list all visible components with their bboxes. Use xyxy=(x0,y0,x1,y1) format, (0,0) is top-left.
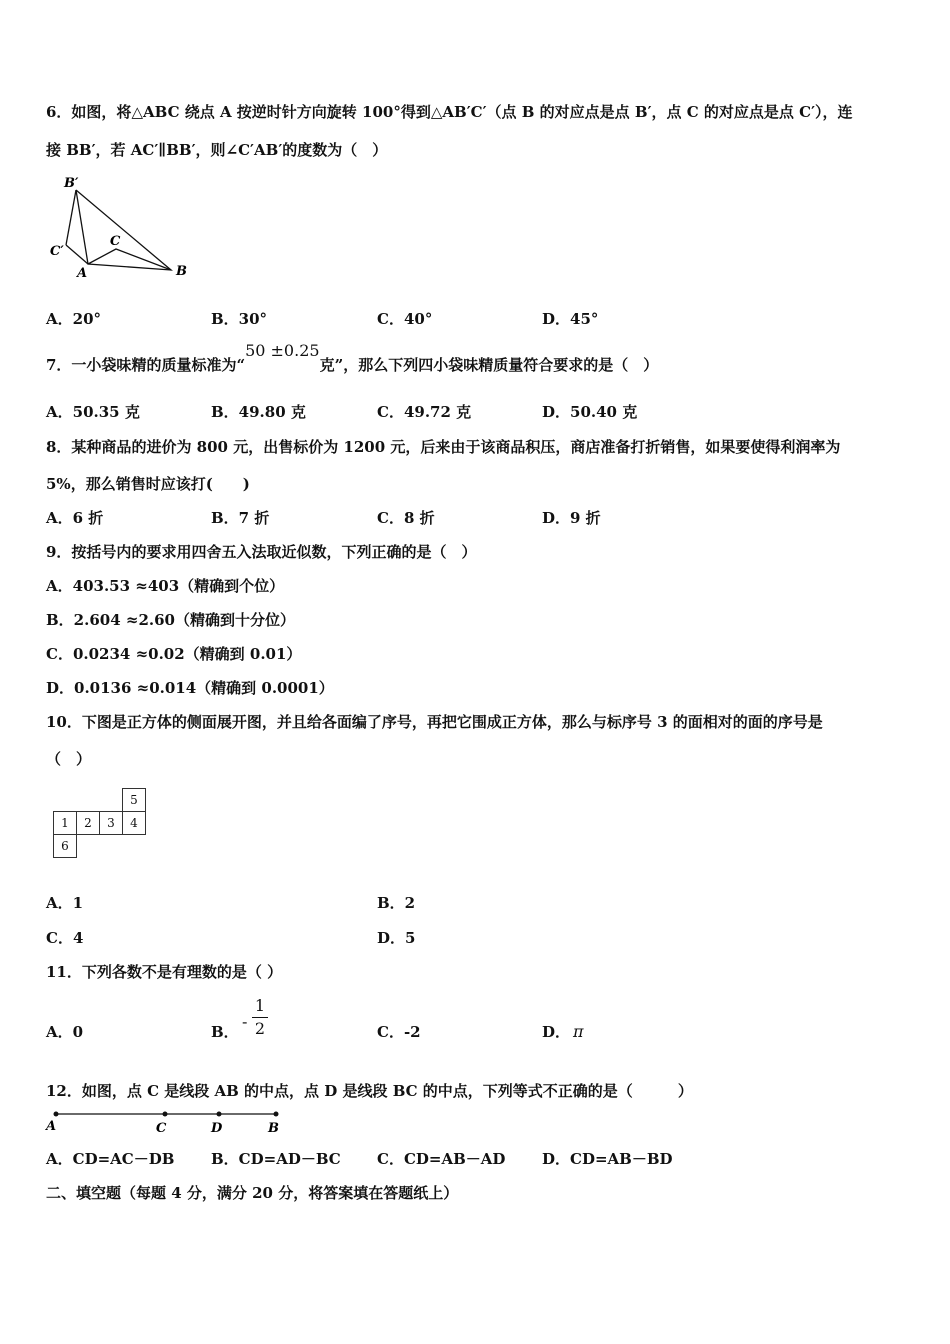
q12-option-a[interactable]: A．CD=AC－DB xyxy=(46,1150,175,1168)
q11-option-a[interactable]: A．0 xyxy=(46,1023,84,1041)
q9-option-b[interactable]: B．2.604 ≈2.60（精确到十分位） xyxy=(46,611,295,629)
q11-pi-symbol: π xyxy=(573,1022,584,1041)
q8-option-a[interactable]: A．6 折 xyxy=(46,509,104,527)
q9-option-a[interactable]: A．403.53 ≈403（精确到个位） xyxy=(46,577,285,595)
q12-point-a xyxy=(54,1112,59,1117)
q12-option-c[interactable]: C．CD=AB－AD xyxy=(377,1150,506,1168)
q11-option-b[interactable]: B． xyxy=(211,1023,239,1041)
q11-stem: 11．下列各数不是有理数的是（ ） xyxy=(46,963,283,981)
q6-label-b: B xyxy=(176,264,187,279)
q8-option-b[interactable]: B．7 折 xyxy=(211,509,270,527)
q6-stem-line2: 接 BB′，若 AC′∥BB′，则∠C′AB′的度数为（ ） xyxy=(46,141,388,159)
q10-face-4: 4 xyxy=(123,812,146,835)
q7-formula: 50 ±0.25 xyxy=(245,341,320,360)
q6-option-d[interactable]: D．45° xyxy=(542,310,599,328)
q9-option-d[interactable]: D．0.0136 ≈0.014（精确到 0.0001） xyxy=(46,679,334,697)
q8-stem-line1: 8．某种商品的进价为 800 元，出售标价为 1200 元，后来由于该商品积压，商店准备打折销售，如果要使得利润率为 xyxy=(46,438,841,456)
q6-label-c: C xyxy=(110,234,121,249)
q6-triangle-figure xyxy=(46,172,206,284)
q10-option-b[interactable]: B．2 xyxy=(377,894,416,912)
q11-option-c[interactable]: C．-2 xyxy=(377,1023,421,1041)
q7-option-b[interactable]: B．49.80 克 xyxy=(211,403,306,421)
q8-option-d[interactable]: D．9 折 xyxy=(542,509,601,527)
q6-label-a: A xyxy=(77,266,88,281)
q12-option-b[interactable]: B．CD=AD－BC xyxy=(211,1150,341,1168)
q6-label-bprime: B′ xyxy=(64,176,79,191)
q7-stem-before: 7．一小袋味精的质量标准为“ xyxy=(46,356,246,374)
q12-option-d[interactable]: D．CD=AB－BD xyxy=(542,1150,673,1168)
q11-frac-numerator: 1 xyxy=(254,996,266,1015)
q12-label-d: D xyxy=(211,1121,223,1136)
q12-point-c xyxy=(163,1112,168,1117)
q12-point-d xyxy=(217,1112,222,1117)
q9-stem: 9．按括号内的要求用四舍五入法取近似数，下列正确的是（ ） xyxy=(46,543,477,561)
q10-stem-line1: 10．下图是正方体的侧面展开图，并且给各面编了序号，再把它围成正方体，那么与标序号 3 的面相对的面的序号是 xyxy=(46,713,823,731)
q6-option-a[interactable]: A．20° xyxy=(46,310,102,328)
q6-label-cprime: C′ xyxy=(50,244,64,259)
q6-segment-bp-cp xyxy=(66,190,76,245)
q12-stem: 12．如图，点 C 是线段 AB 的中点，点 D 是线段 BC 的中点，下列等式不正确的是（ ） xyxy=(46,1082,693,1100)
q6-stem-line1: 6．如图，将△ABC 绕点 A 按逆时针方向旋转 100°得到△AB′C′（点 B 的对应点是点 B′，点 C 的对应点是点 C′），连 xyxy=(46,103,853,121)
q11-frac-sign: - xyxy=(242,1012,248,1031)
q8-option-c[interactable]: C．8 折 xyxy=(377,509,435,527)
q12-label-a: A xyxy=(46,1119,57,1134)
q7-option-c[interactable]: C．49.72 克 xyxy=(377,403,472,421)
q7-option-a[interactable]: A．50.35 克 xyxy=(46,403,140,421)
q10-face-1: 1 xyxy=(54,812,77,835)
q6-triangle-ab-b xyxy=(76,190,171,270)
q10-face-5: 5 xyxy=(123,789,146,812)
q11-option-d[interactable]: D． xyxy=(542,1023,571,1041)
q9-option-c[interactable]: C．0.0234 ≈0.02（精确到 0.01） xyxy=(46,645,302,663)
q10-option-a[interactable]: A．1 xyxy=(46,894,84,912)
q7-option-d[interactable]: D．50.40 克 xyxy=(542,403,638,421)
q8-stem-line2: 5%，那么销售时应该打( ) xyxy=(46,475,250,493)
q7-stem xyxy=(46,341,659,375)
q6-option-b[interactable]: B．30° xyxy=(211,310,268,328)
q12-segment-figure xyxy=(44,1106,284,1136)
q12-label-c: C xyxy=(156,1121,167,1136)
q10-stem-line2: （ ） xyxy=(46,750,92,768)
q10-face-6: 6 xyxy=(54,835,77,858)
q10-face-2: 2 xyxy=(77,812,100,835)
q10-option-c[interactable]: C．4 xyxy=(46,929,84,947)
section-2-heading: 二、填空题（每题 4 分，满分 20 分，将答案填在答题纸上） xyxy=(46,1184,459,1202)
q10-cube-net xyxy=(53,788,146,858)
q11-frac-denominator: 2 xyxy=(254,1019,266,1038)
q10-face-3: 3 xyxy=(100,812,123,835)
q10-option-d[interactable]: D．5 xyxy=(377,929,416,947)
q6-option-c[interactable]: C．40° xyxy=(377,310,433,328)
q7-stem-after: 克”，那么下列四小袋味精质量符合要求的是（ ） xyxy=(319,356,659,374)
q6-segment-cp-a xyxy=(66,245,88,264)
q11-frac-bar xyxy=(252,1017,268,1018)
q12-point-b xyxy=(274,1112,279,1117)
q11-fraction xyxy=(252,996,268,1039)
q12-label-b: B xyxy=(268,1121,279,1136)
